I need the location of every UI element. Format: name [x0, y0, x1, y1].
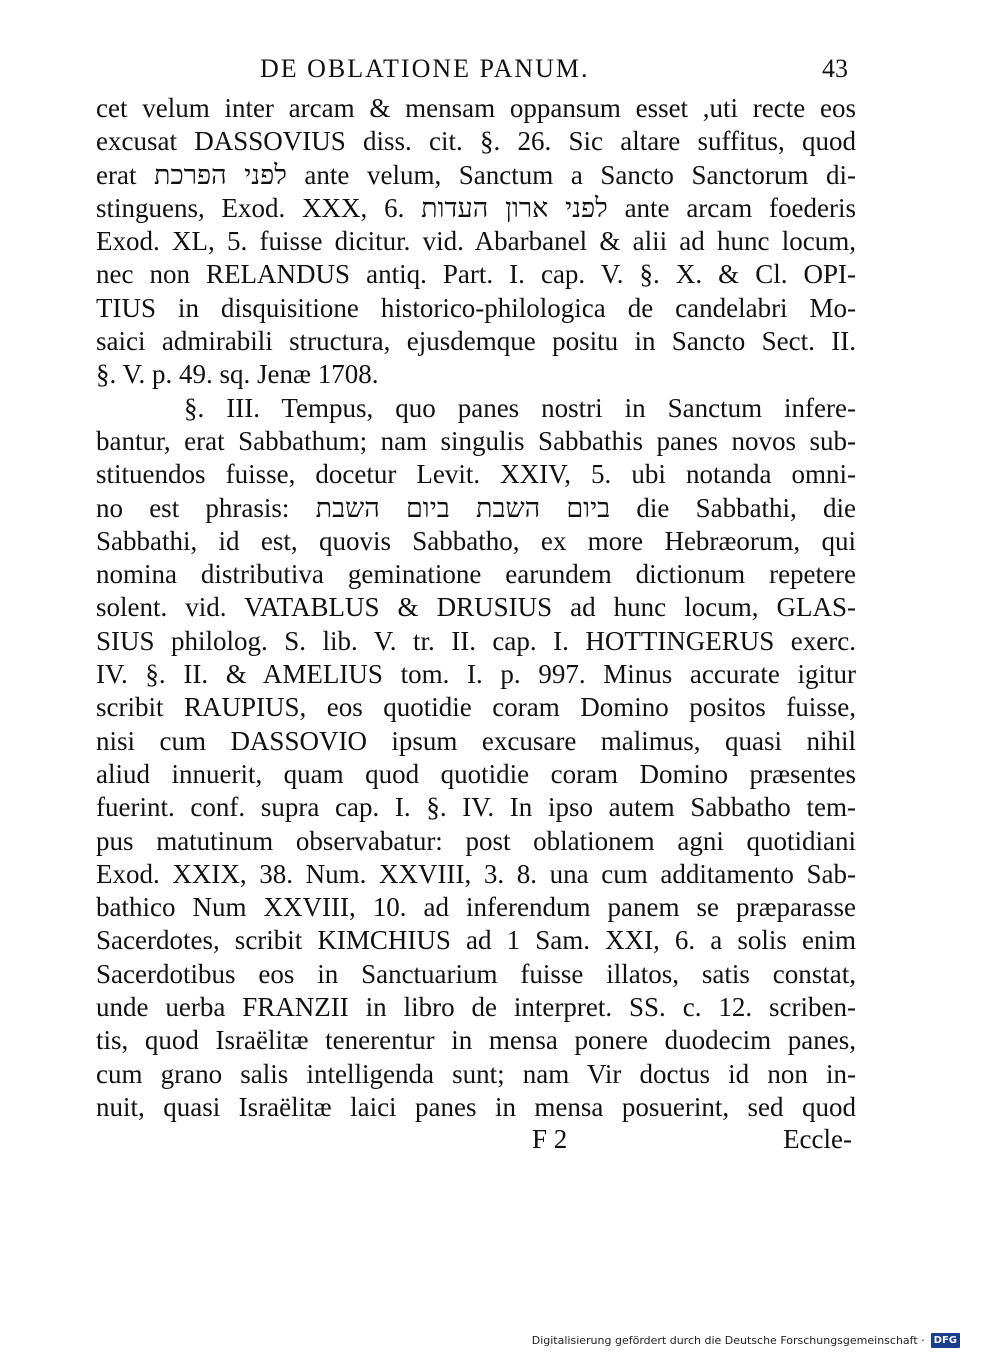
- text-line: nuit, quasi Israëlitæ laici panes in mensa posuerint, sed quod: [96, 1091, 856, 1122]
- page-number: 43: [822, 54, 848, 83]
- text-line: nec non RELANDUS antiq. Part. I. cap. V. §. X. & Cl. OPI-: [96, 259, 856, 290]
- text-line: nisi cum DASSOVIO ipsum excusare malimus, quasi nihil: [96, 725, 856, 756]
- text-line: stituendos fuisse, docetur Levit. XXIV, 5. ubi notanda omni-: [96, 459, 856, 490]
- page-footer: [96, 1124, 856, 1158]
- text-line: §. V. p. 49. sq. Jenæ 1708.: [96, 359, 379, 390]
- text-line: aliud innuerit, quam quod quotidie coram Domino præsentes: [96, 758, 856, 789]
- text-line: SIUS philolog. S. lib. V. tr. II. cap. I. HOTTINGERUS exerc.: [96, 625, 856, 656]
- text-line: unde uerba FRANZII in libro de interpret. SS. c. 12. scriben-: [96, 992, 856, 1023]
- credit-text: Digitalisierung gefördert durch die Deutsche Forschungsgemeinschaft ·: [531, 1334, 925, 1347]
- text-line: bantur, erat Sabbathum; nam singulis Sabbathis panes novos sub-: [96, 425, 856, 456]
- text-line: scribit RAUPIUS, eos quotidie coram Domino positos fuisse,: [96, 692, 856, 723]
- text-line: Sacerdotibus eos in Sanctuarium fuisse illatos, satis constat,: [96, 958, 856, 989]
- text-line: fuerint. conf. supra cap. I. §. IV. In ipso autem Sabbatho tem-: [96, 792, 856, 823]
- text-line: Exod. XL, 5. fuisse dicitur. vid. Abarbanel & alii ad hunc locum,: [96, 226, 856, 257]
- text-line: Sacerdotes, scribit KIMCHIUS ad 1 Sam. XXI, 6. a solis enim: [96, 925, 856, 956]
- text-line: excusat DASSOVIUS diss. cit. §. 26. Sic altare suffitus, quod: [96, 126, 856, 157]
- running-title: DE OBLATIONE PANUM.: [260, 54, 590, 83]
- text-line: no est phrasis: ביום השבת ביום השבת die Sabbathi, die: [96, 492, 856, 523]
- text-line: solent. vid. VATABLUS & DRUSIUS ad hunc locum, GLAS-: [96, 592, 856, 623]
- text-line: cet velum inter arcam & mensam oppansum esset ,uti recte eos: [96, 93, 856, 123]
- text-line: nomina distributiva geminatione earundem dictionum repetere: [96, 559, 856, 590]
- document-page: [96, 50, 856, 1158]
- text-line: IV. §. II. & AMELIUS tom. I. p. 997. Minus accurate igitur: [96, 659, 856, 690]
- body-text: [96, 92, 856, 1124]
- text-line: cum grano salis intelligenda sunt; nam Vir doctus id non in-: [96, 1058, 856, 1089]
- text-line: TIUS in disquisitione historico-philologica de candelabri Mo-: [96, 292, 856, 323]
- text-line: saici admirabili structura, ejusdemque positu in Sancto Sect. II.: [96, 326, 856, 357]
- dfg-logo-icon: DFG: [931, 1333, 960, 1348]
- running-header: [96, 50, 856, 92]
- text-line: bathico Num XXVIII, 10. ad inferendum panem se præparasse: [96, 892, 856, 923]
- text-line: tis, quod Israëlitæ tenerentur in mensa ponere duodecim panes,: [96, 1025, 856, 1056]
- text-line: Sabbathi, id est, quovis Sabbatho, ex more Hebræorum, qui: [96, 525, 856, 556]
- text-line: stinguens, Exod. XXX, 6. לפני ארון העדות ante arcam foederis: [96, 192, 857, 223]
- text-line: Exod. XXIX, 38. Num. XXVIII, 3. 8. una cum additamento Sab-: [96, 858, 856, 889]
- catchword: Eccle-: [783, 1124, 852, 1155]
- digitization-credit: [532, 1333, 960, 1348]
- text-line: pus matutinum observabatur: post oblationem agni quotidiani: [96, 825, 856, 856]
- text-line: erat לפני הפרכת ante velum, Sanctum a Sancto Sanctorum di-: [96, 159, 856, 190]
- section-start-line: §. III. Tempus, quo panes nostri in Sanctum infere-: [184, 392, 856, 423]
- signature-mark: F 2: [532, 1124, 568, 1155]
